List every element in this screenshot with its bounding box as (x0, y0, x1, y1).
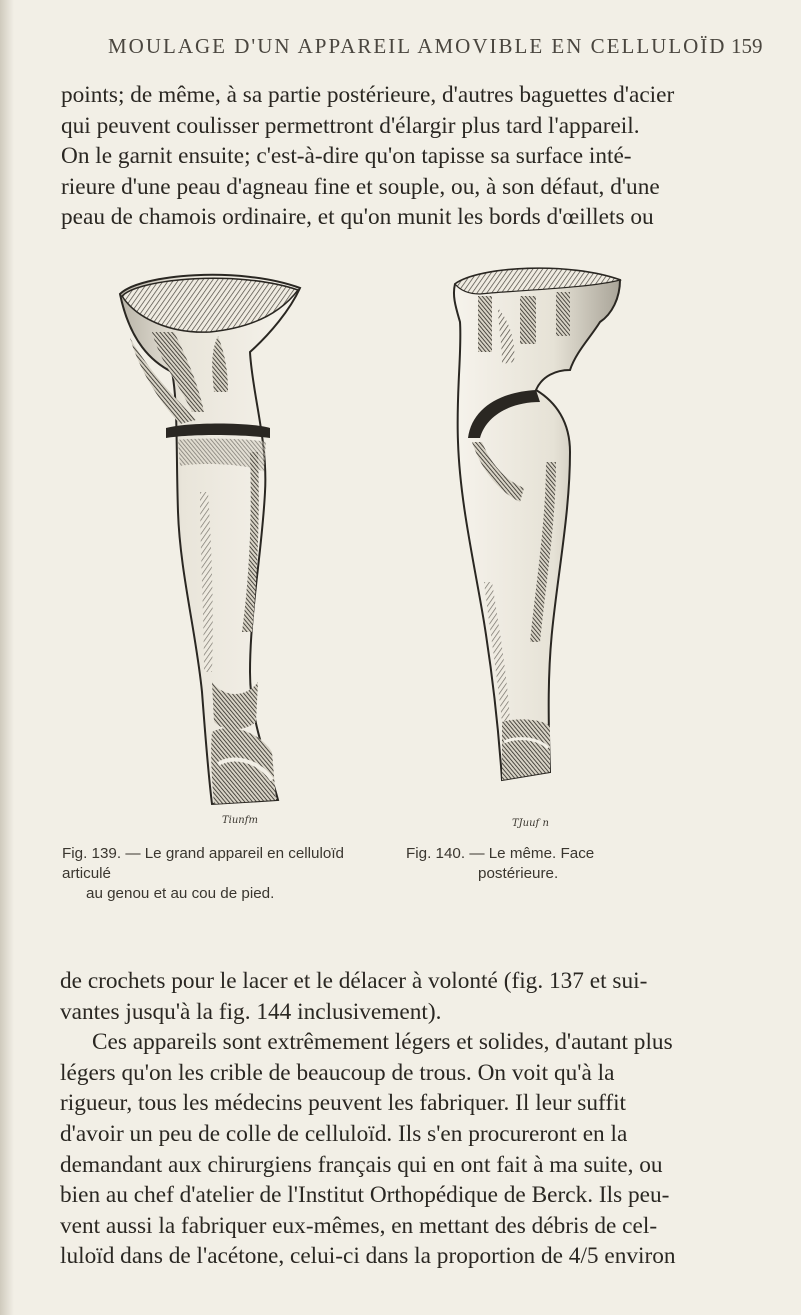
leg-brace-illustrations (100, 252, 700, 842)
text-line: Ces appareils sont extrêmement légers et solides, d'autant plus (92, 1029, 673, 1056)
paragraph-bottom (60, 966, 740, 1272)
figure-caption-139 (62, 844, 382, 904)
page-number: 159 (731, 34, 763, 58)
caption-139-line2: au genou et au cou de pied. (86, 885, 275, 902)
caption-140-line2: postérieure. (478, 865, 559, 882)
figure-caption-140 (406, 844, 726, 884)
caption-140-line1: Fig. 140. — Le même. Face (406, 845, 595, 862)
running-header (0, 34, 801, 68)
text-line: vantes jusqu'à la fig. 144 inclusivement). (60, 998, 442, 1025)
fig139-brace-drawing (120, 275, 300, 826)
text-line: légers qu'on les crible de beaucoup de trous. On voit qu'à la (60, 1059, 615, 1086)
caption-139-line1: Fig. 139. — Le grand appareil en celluloïd articulé (62, 845, 344, 882)
text-line: luloïd dans de l'acétone, celui-ci dans la proportion de 4/5 environ (60, 1243, 676, 1270)
text-line: points; de même, à sa partie postérieure, d'autres baguettes d'acier (61, 82, 675, 108)
text-line: On le garnit ensuite; c'est-à-dire qu'on tapisse sa surface inté- (61, 143, 632, 170)
text-line: vent aussi la fabriquer eux-mêmes, en mettant des débris de cel- (60, 1212, 658, 1239)
running-title: MOULAGE D'UN APPAREIL AMOVIBLE EN CELLULOÏD (108, 34, 727, 58)
fig140-brace-drawing (454, 268, 620, 829)
text-line: demandant aux chirurgiens français qui en ont fait à ma suite, ou (60, 1151, 663, 1178)
text-line: rieure d'une peau d'agneau fine et souple, ou, à son défaut, d'une (61, 173, 660, 200)
text-line: peau de chamois ordinaire, et qu'on munit les bords d'œillets ou (61, 204, 654, 231)
text-line: rigueur, tous les médecins peuvent les fabriquer. Il leur suffit (60, 1090, 627, 1117)
text-line: de crochets pour le lacer et le délacer à volonté (fig. 137 et sui- (60, 968, 648, 994)
paragraph-top (61, 80, 741, 233)
fig140-signature: TJuuf n (512, 818, 549, 829)
figure-area (100, 252, 700, 842)
text-line: d'avoir un peu de colle de celluloïd. Ils s'en procureront en la (60, 1120, 628, 1147)
fig139-signature: Tiunfm (222, 815, 258, 826)
page-edge-shadow (0, 0, 14, 1315)
text-line: qui peuvent coulisser permettront d'élargir plus tard l'appareil. (61, 112, 640, 139)
text-line: bien au chef d'atelier de l'Institut Orthopédique de Berck. Ils peu- (60, 1182, 670, 1209)
